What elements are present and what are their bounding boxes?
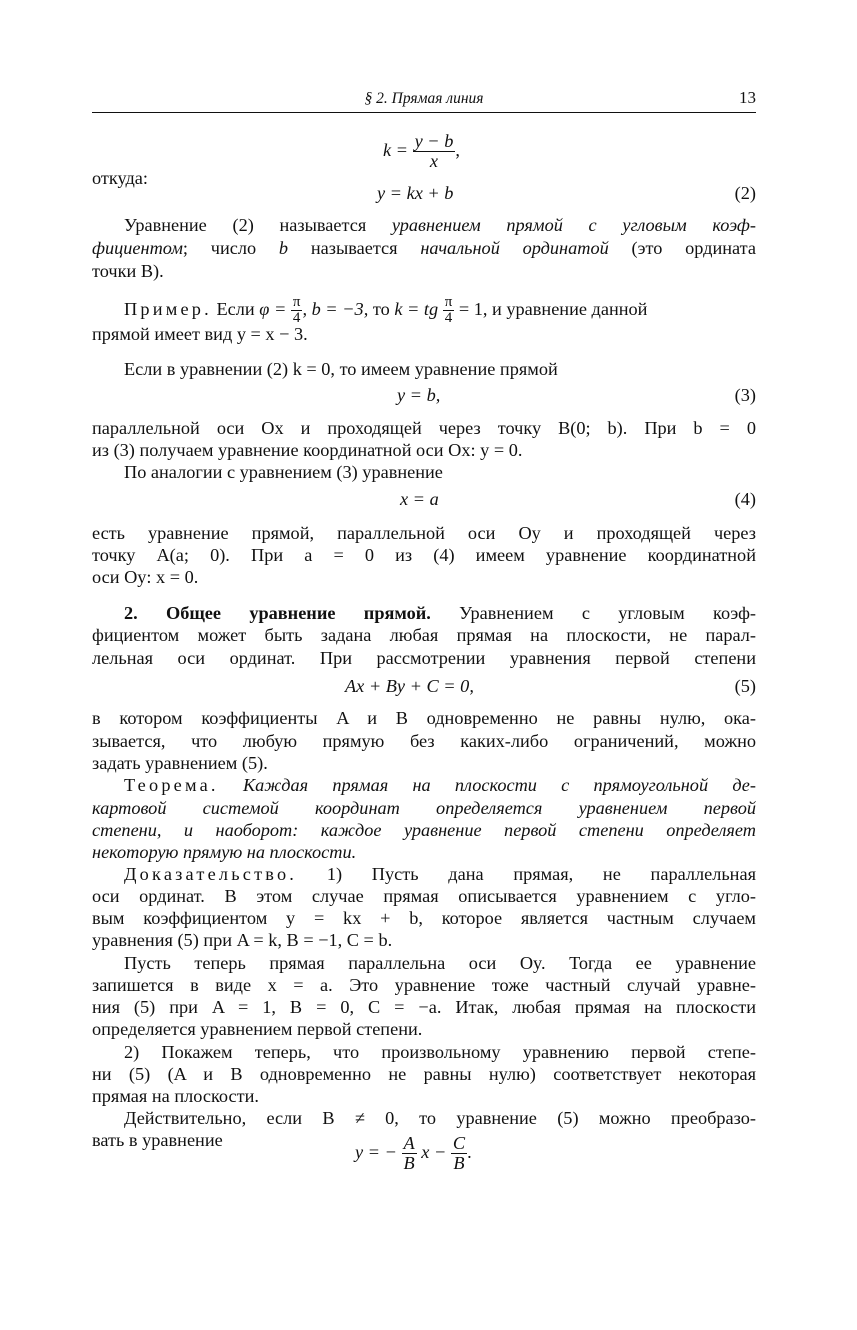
paragraph-line: прямой имеет вид y = x − 3. (92, 324, 308, 344)
theorem-text: Каждая прямая на плоскости с прямоугольной де- (242, 775, 757, 795)
proof-label: Доказательство. (124, 864, 298, 884)
numerator: C (452, 1133, 466, 1153)
eq4-text: x = a (400, 489, 439, 509)
paragraph-line: запишется в виде x = a. Это уравнение тоже частный случай уравне- (92, 975, 756, 995)
math: = 1, (458, 299, 488, 319)
eq-k-numerator: y − b (414, 131, 454, 151)
math-var: b (278, 238, 289, 258)
paragraph-line (92, 213, 756, 237)
paragraph-line: ни (5) (A и B одновременно не равны нулю) соответствует некоторая (92, 1064, 756, 1084)
paragraph-line: уравнения (5) при A = k, B = −1, C = b. (92, 930, 393, 950)
text: Если (216, 299, 255, 319)
numerator: π (444, 293, 453, 310)
text: называется (288, 238, 421, 258)
eq-final-lhs: y = − (355, 1141, 397, 1162)
paragraph-line: оси ординат. В этом случае прямая описывается уравнением с угло- (92, 886, 756, 906)
denominator: 4 (444, 310, 453, 327)
paragraph-line: По аналогии с уравнением (3) уравнение (124, 462, 443, 482)
paragraph-line: оси Oy: x = 0. (92, 567, 199, 587)
eq5-text: Ax + By + C = 0, (345, 676, 474, 696)
paragraph-line: ния (5) при A = 1, B = 0, C = −a. Итак, любая прямая на плоскости (92, 997, 756, 1017)
equation-number-5: (5) (734, 676, 756, 696)
theorem-line (92, 796, 756, 820)
math: φ = (259, 299, 287, 319)
math: k = tg (394, 299, 439, 319)
paragraph-line: прямая на плоскости. (92, 1086, 259, 1106)
theorem-text: некоторую прямую на плоскости. (92, 842, 357, 862)
paragraph-line: 2) Покажем теперь, что произвольному уравнению первой степе- (124, 1042, 756, 1062)
theorem-label: Теорема. (124, 775, 219, 795)
paragraph-line: лельная оси ординат. При рассмотрении уравнения первой степени (92, 648, 756, 668)
term-italic: фициентом (92, 238, 183, 258)
text: 1) Пусть дана прямая, не параллельная (326, 864, 756, 884)
eq-k-denominator: x (429, 151, 439, 172)
paragraph-line: зывается, что любую прямую без каких-либо ограничений, можно (92, 731, 756, 751)
theorem-text: картовой системой координат определяется уравнением первой (92, 798, 756, 818)
fraction-c-b (451, 1134, 467, 1173)
term-italic: начальной ординатой (420, 238, 609, 258)
text: (это ордината (608, 238, 756, 258)
paragraph-line (92, 236, 756, 260)
period: . (467, 1141, 472, 1162)
numerator: A (403, 1133, 415, 1153)
paragraph-line: определяется уравнением первой степени. (92, 1019, 423, 1039)
paragraph-line: точки B). (92, 261, 164, 281)
eq2-text: y = kx + b (377, 183, 454, 203)
example-label: Пример. (124, 299, 212, 319)
paragraph-line: в котором коэффициенты A и B одновременно не равны нулю, ока- (92, 708, 756, 728)
section-heading-line (92, 601, 756, 625)
running-header (92, 88, 756, 113)
numerator: π (292, 293, 301, 310)
paragraph-line: вать в уравнение (92, 1130, 223, 1150)
proof-line (92, 862, 756, 886)
paragraph-line: Если в уравнении (2) k = 0, то имеем уравнение прямой (124, 359, 558, 379)
theorem-line (92, 773, 756, 797)
text: Уравнением с угловым коэф- (459, 603, 756, 623)
equation-number-4: (4) (734, 489, 756, 509)
eq-final-mid: x − (421, 1141, 447, 1162)
equation-5 (345, 676, 474, 697)
equation-4 (400, 489, 439, 510)
text: и уравнение данной (492, 299, 648, 319)
paragraph-line: параллельной оси Ox и проходящей через точку B(0; b). При b = 0 (92, 418, 756, 438)
text-otkuda: откуда: (92, 168, 148, 188)
theorem-text: степени, и наоборот: каждое уравнение первой степени определяет (92, 820, 756, 840)
text: то (372, 299, 390, 319)
paragraph-line: задать уравнением (5). (92, 753, 268, 773)
equation-k (383, 132, 460, 171)
paragraph-line: точку A(a; 0). При a = 0 из (4) имеем уравнение координатной (92, 545, 756, 565)
theorem-line (92, 840, 756, 864)
page-number: 13 (739, 88, 756, 107)
header-title: § 2. Прямая линия (364, 90, 484, 107)
eq-k-lhs: k = (383, 139, 409, 160)
paragraph-line: есть уравнение прямой, параллельной оси Oy и проходящей через (92, 523, 756, 543)
paragraph-line: вым коэффициентом y = kx + b, которое является частным случаем (92, 908, 756, 928)
theorem-line (92, 818, 756, 842)
equation-final (355, 1134, 472, 1173)
denominator: B (403, 1153, 415, 1174)
text: ; число (182, 238, 279, 258)
equation-3 (397, 385, 440, 406)
paragraph-line: Действительно, если B ≠ 0, то уравнение (5) можно преобразо- (124, 1108, 756, 1128)
equation-number-2: (2) (734, 183, 756, 203)
section-heading: 2. Общее уравнение прямой. (124, 603, 431, 623)
eq3-text: y = b, (397, 385, 441, 405)
equation-2 (377, 183, 453, 204)
paragraph-line: Пусть теперь прямая параллельна оси Oy. Тогда ее уравнение (124, 953, 756, 973)
paragraph-line: фициентом может быть задана любая прямая на плоскости, не парал- (92, 625, 756, 645)
paragraph-line: из (3) получаем уравнение координатной оси Ox: y = 0. (92, 440, 523, 460)
denominator: 4 (292, 310, 301, 327)
math: , b = −3, (302, 299, 369, 319)
fraction (413, 132, 456, 171)
fraction-a-b (402, 1134, 417, 1173)
eq-k-comma: , (455, 139, 460, 160)
denominator: B (453, 1153, 465, 1174)
text: Уравнение (2) называется (124, 215, 392, 235)
equation-number-3: (3) (734, 385, 756, 405)
term-italic: уравнением прямой с угловым коэф- (391, 215, 756, 235)
